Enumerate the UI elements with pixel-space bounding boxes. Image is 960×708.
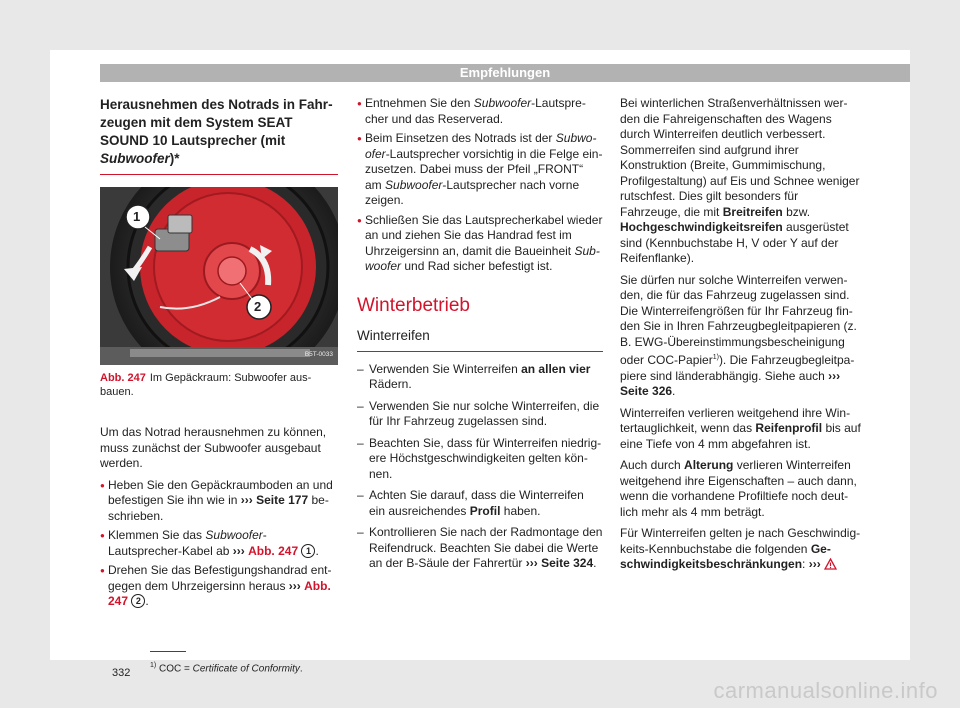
paragraph-speed-limits: Für Winterreifen gelten je nach Geschwindigkeits-Kennbuchstabe die folgenden Geschwindigkeitsbeschränkungen: ››› (620, 526, 862, 575)
callout-ref-2: 2 (131, 594, 145, 608)
figure-subwoofer (100, 187, 338, 365)
paragraph-approved-sizes: Sie dürfen nur solche Winterreifen verwenden, die für das Fahrzeug zugelassen sind. Die Winterreifengrößen für Ihr Fahrzeug finden Sie in Ihren Fahrzeugbegleitpapieren (z. B. EWG-Übereinstimmungsbescheinigung oder COC-Papier$^{1)}$). Die Fahrzeugbegleitpapiere sind länderabhängig. Siehe auch ››› Seite 326. (620, 272, 857, 398)
dash-item-approved: – Verwenden Sie nur solche Winterreifen, die für Ihr Fahrzeug zugelassen sind. (357, 399, 603, 430)
bullet-lift-floor: ● Heben Sie den Gepäckraumboden an und befestigen Sie ihn wie in ››› Seite 177 beschrieben. (100, 478, 338, 525)
link-arrow[interactable]: ››› (288, 578, 301, 593)
column-left (100, 96, 338, 614)
figure-caption: Abb. 247 Im Gepäckraum: Subwoofer ausbauen. (100, 372, 312, 398)
warning-triangle-icon[interactable] (824, 558, 837, 575)
footnote-divider (150, 651, 186, 652)
footnote-ref[interactable]: 1) (712, 354, 719, 361)
bullet-unscrew-handwheel: ● Drehen Sie das Befestigungshandrad entgegen dem Uhrzeigersinn heraus ››› Abb. 247 2 . (100, 563, 338, 610)
watermark: carmanualsonline.info (713, 678, 938, 703)
page-number: 332 (112, 667, 131, 679)
footnote: $^{1)}$ COC = Certificate of Conformity. (150, 662, 303, 675)
link-arrow[interactable]: ››› (525, 556, 538, 570)
bullet-disconnect-cable: ● Klemmen Sie das Subwoofer-Lautsprecher-Kabel ab ››› Abb. 247 1 . (100, 528, 338, 559)
callout-1: 1 (133, 209, 141, 224)
subheading: Winterreifen (357, 327, 603, 352)
callout-ref-1: 1 (301, 544, 315, 558)
chapter-header: Empfehlungen (100, 64, 910, 82)
link-arrow[interactable]: ››› (808, 557, 821, 571)
bullet-remove-subwoofer: ● Entnehmen Sie den Subwoofer-Lautsprecher und das Reserverad. (357, 96, 603, 127)
link-arrow[interactable]: ››› (828, 368, 841, 383)
link-seite-326[interactable]: Seite 326 (620, 384, 673, 398)
chapter-heading: Winterbetrieb (357, 294, 470, 316)
column-right (620, 96, 862, 581)
paragraph-aging: Auch durch Alterung verlieren Winterreifen weitgehend ihre Eigenschaften – auch dann, wenn die vorhandene Profiltiefe noch deutlich mehr als 4 mm beträgt. (620, 458, 857, 519)
dash-item-speed: – Beachten Sie, dass für Winterreifen niedrigere Höchstgeschwindigkeiten gelten können. (357, 436, 603, 483)
link-seite-324[interactable]: Seite 324 (541, 556, 594, 570)
link-abb-247[interactable]: Abb. 247 (108, 578, 331, 608)
dash-item-all-four: – Verwenden Sie Winterreifen an allen vier Rädern. (357, 362, 603, 393)
manual-page (50, 50, 910, 679)
section-title: Herausnehmen des Notrads in Fahrzeugen mit dem System SEAT SOUND 10 Lautsprecher (mit Subwoofer)* (100, 96, 338, 175)
link-arrow[interactable]: ››› (232, 543, 245, 558)
bullet-reconnect-cable: ● Schließen Sie das Lautsprecherkabel wieder an und ziehen Sie das Handrad fest im Uhrzeigersinn an, damit die Baueinheit Subwoofer und Rad sicher befestigt ist. (357, 213, 603, 275)
link-seite-177[interactable]: Seite 177 (256, 493, 309, 507)
paragraph-winter-conditions: Bei winterlichen Straßenverhältnissen werden die Fahreigenschaften des Wagens durch Winterreifen deutlich verbessert. Sommerreifen sind aufgrund ihrer Konstruktion (Breite, Gummimischung, Profilgestaltung) auf Eis und Schnee weniger rutschfest. Dies gilt besonders für Fahrzeuge, die mit Breitreifen bzw. Hochgeschwindigkeitsreifen ausgerüstet sind (Kennbuchstabe H, V oder Y auf der Reifenflanke). (620, 96, 860, 265)
dash-item-pressure: – Kontrollieren Sie nach der Radmontage den Reifendruck. Beachten Sie dabei die Werte an der B-Säule der Fahrertür ››› Seite 324. (357, 525, 603, 572)
figure-code: B5T-0033 (304, 350, 333, 358)
link-arrow[interactable]: ››› (240, 493, 253, 507)
paragraph-tread-depth: Winterreifen verlieren weitgehend ihre Wintertauglichkeit, wenn das Reifenprofil bis auf eine Tiefe von 4 mm abgefahren ist. (620, 405, 861, 451)
bullet-insert-spare: ● Beim Einsetzen des Notrads ist der Subwoofer-Lautsprecher vorsichtig in die Felge einzusetzen. Dabei muss der Pfeil „FRONT“ am Subwoofer-Lautsprecher nach vorne zeigen. (357, 131, 603, 209)
intro-paragraph: Um das Notrad herausnehmen zu können, muss zunächst der Subwoofer ausgebaut werden. (100, 425, 327, 470)
callout-2: 2 (254, 299, 262, 314)
link-abb-247[interactable]: Abb. 247 (248, 543, 299, 558)
dash-item-profile: – Achten Sie darauf, dass die Winterreifen ein ausreichendes Profil haben. (357, 488, 603, 519)
column-middle (357, 96, 603, 578)
